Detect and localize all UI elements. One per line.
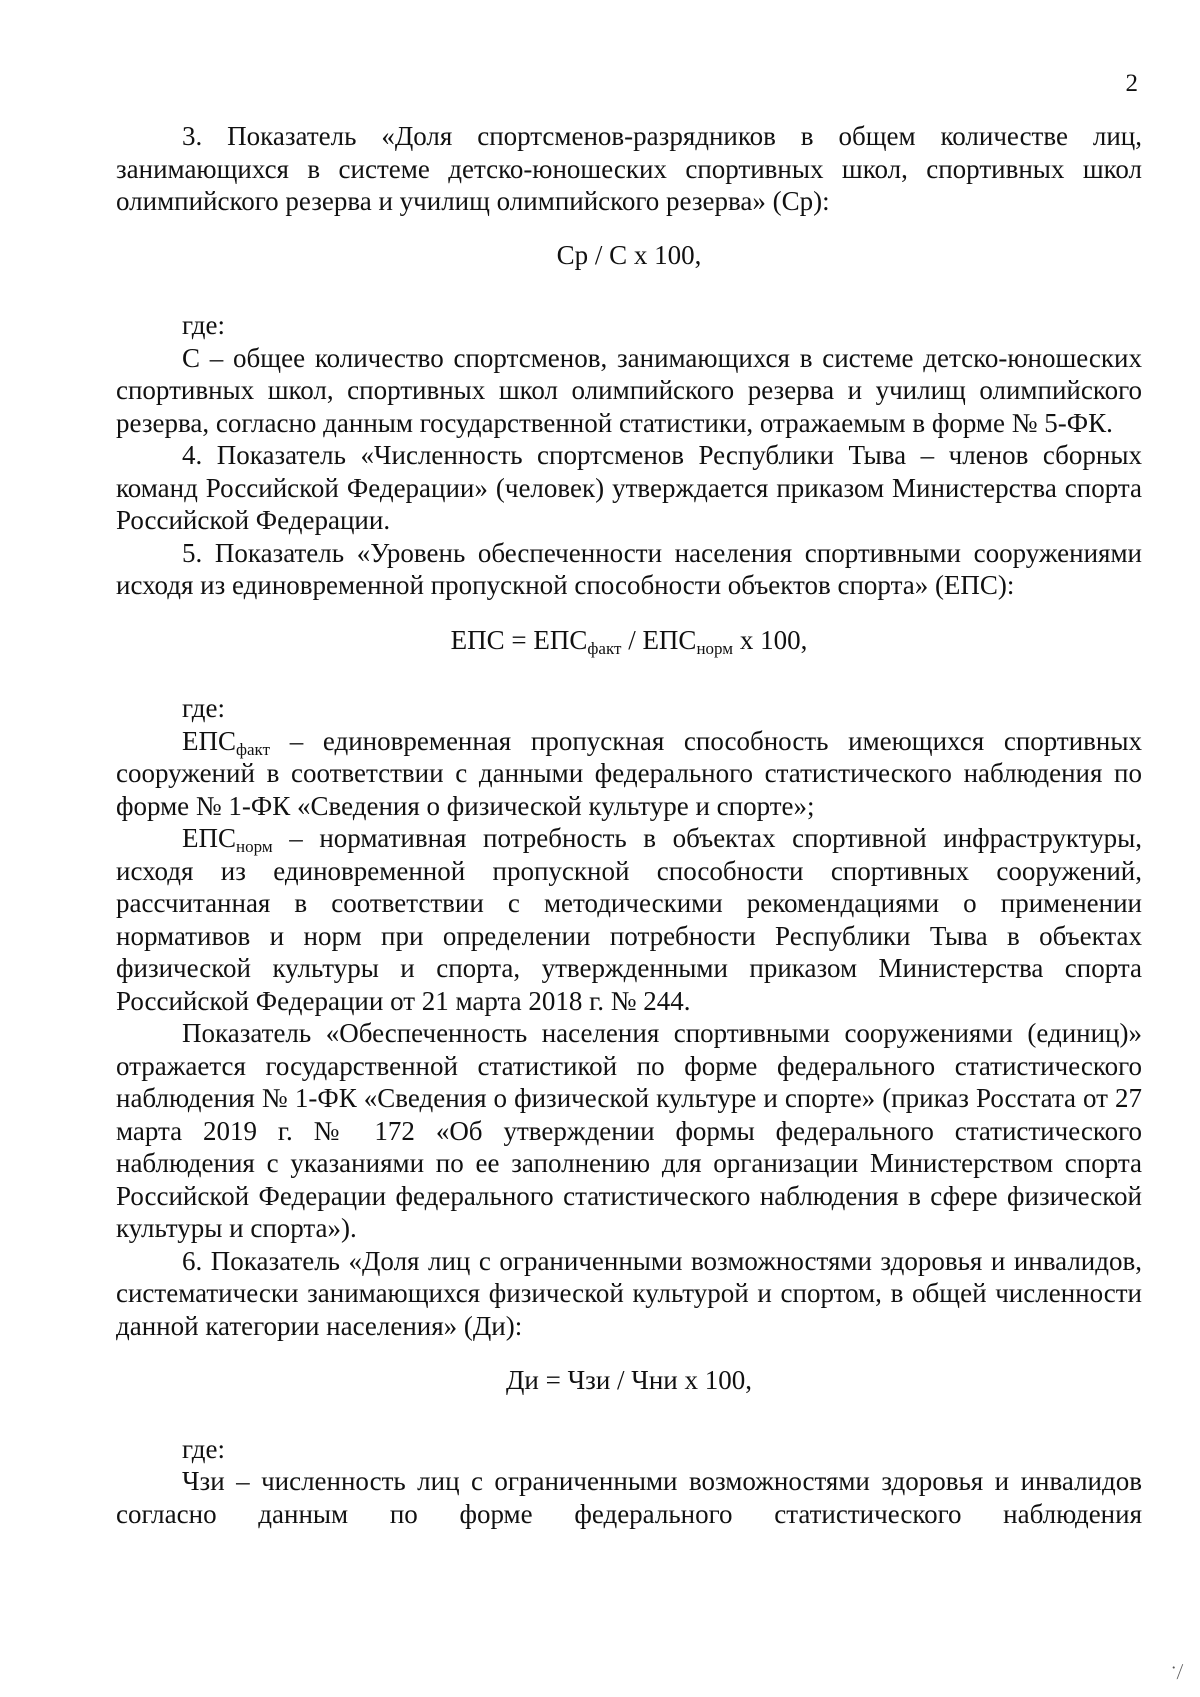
item5-paragraph: 5. Показатель «Уровень обеспеченности населения спортивными сооружениями исходя из единовременной пропускной способности объектов спорта» (ЕПС): bbox=[116, 537, 1142, 600]
item5-formula bbox=[116, 624, 1142, 657]
item5-provision-paragraph: Показатель «Обеспеченность населения спортивными сооружениями (единиц)» отражается государственной статистикой по форме федерального статистического наблюдения № 1-ФК «Сведения о физической культуре и спорте» (приказ Росстата от 27 марта 2019 г. № 172 «Об утверждении формы федерального статистического наблюдения с указаниями по ее заполнению для организации Министерством спорта Российской Федерации федерального статистического наблюдения в сфере физической культуры и спорта»). bbox=[116, 1018, 1142, 1243]
item3-formula: Ср / С х 100, bbox=[556, 239, 702, 270]
item5-definition-fact bbox=[116, 725, 1142, 823]
item5-formula-mid: / ЕПС bbox=[621, 624, 697, 655]
item6-where: где: bbox=[182, 1433, 225, 1464]
item3-paragraph: 3. Показатель «Доля спортсменов-разрядников в общем количестве лиц, занимающихся в системе детско-юношеских спортивных школ, спортивных школ олимпийского резерва и училищ олимпийского резерва» (Ср): bbox=[116, 121, 1142, 216]
def-fact-sub: факт bbox=[236, 739, 271, 759]
item6-definition-chzi: Чзи – численность лиц с ограниченными возможностями здоровья и инвалидов согласно данным по форме федерального статистического наблюдения bbox=[116, 1466, 1142, 1529]
scan-mark-icon: ˙⁄ bbox=[1169, 1661, 1185, 1685]
item4-paragraph: 4. Показатель «Численность спортсменов Республики Тыва – членов сборных команд Российской Федерации» (человек) утверждается приказом Министерства спорта Российской Федерации. bbox=[116, 440, 1142, 535]
def-norm-sub: норм bbox=[236, 837, 273, 856]
item3-where: где: bbox=[182, 310, 225, 340]
item5-formula-rhs: х 100, bbox=[733, 624, 808, 655]
def-norm-prefix: ЕПС bbox=[182, 823, 236, 853]
page-number: 2 bbox=[1125, 70, 1138, 97]
item5-formula-lhs: ЕПС = ЕПС bbox=[450, 624, 588, 655]
item5-where: где: bbox=[182, 693, 225, 723]
def-norm-text: – нормативная потребность в объектах спортивной инфраструктуры, исходя из единовременной пропускной способности спортивных сооружений, рассчитанная в соответствии с методическими рекомендациями о применении нормативов и норм при определении потребности Республики Тыва в объектах физической культуры и спорта, утвержденными приказом Министерства спорта Российской Федерации от 21 марта 2018 г. № 244. bbox=[116, 823, 1142, 1016]
item5-definition-norm bbox=[116, 822, 1142, 1017]
item5-formula-sub-fact: факт bbox=[587, 638, 622, 658]
def-fact-prefix: ЕПС bbox=[182, 725, 236, 756]
item6-paragraph: 6. Показатель «Доля лиц с ограниченными возможностями здоровья и инвалидов, систематически занимающихся физической культурой и спортом, в общей численности данной категории населения» (Ди): bbox=[116, 1245, 1142, 1341]
def-fact-text: – единовременная пропускная способность имеющихся спортивных сооружений в соответствии с данными федерального статистического наблюдения по форме № 1-ФК «Сведения о физической культуре и спорте»; bbox=[116, 725, 1142, 821]
document-body bbox=[116, 120, 1142, 1530]
item6-formula: Ди = Чзи / Чни х 100, bbox=[506, 1365, 752, 1395]
item3-definition-c: С – общее количество спортсменов, занимающихся в системе детско-юношеских спортивных школ, спортивных школ олимпийского резерва и училищ олимпийского резерва, согласно данным государственной статистики, отражаемым в форме № 5-ФК. bbox=[116, 342, 1142, 438]
item5-formula-sub-norm: норм bbox=[696, 638, 734, 658]
